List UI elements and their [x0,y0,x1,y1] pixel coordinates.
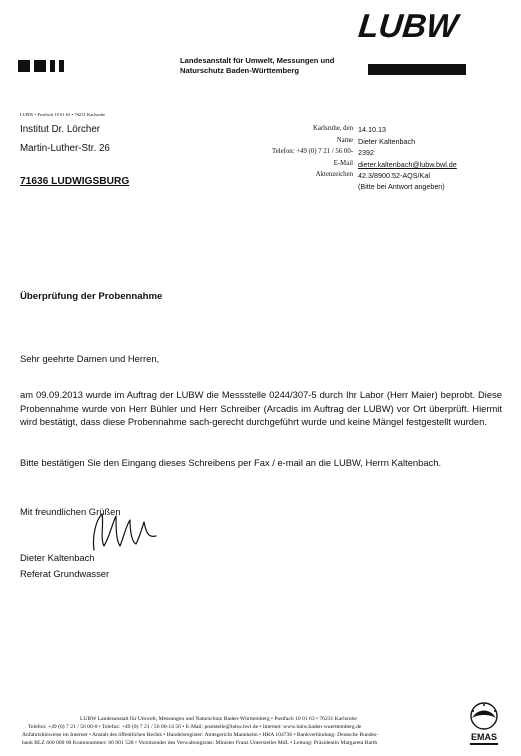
date-value: 14.10.13 [358,125,386,134]
reference-label: Aktenzeichen [315,171,353,178]
org-name-line1: Landesanstalt für Umwelt, Messungen und [180,56,335,65]
emas-logo [464,700,504,748]
recipient-city: 71636 LUDWIGSBURG [20,176,130,187]
lubw-logo [356,8,460,45]
header-bar [59,60,64,72]
recipient-line2: Martin-Luther-Str. 26 [20,143,110,154]
phone-label: Telefon: +49 (0) 7 21 / 56 00- [272,148,353,155]
emas-label: EMAS [470,732,498,742]
org-name-line2: Naturschutz Baden-Württemberg [180,66,299,75]
letter-subject: Überprüfung der Probennahme [20,291,163,302]
footer-line3: Anfahrtshinweise im Internet • Anstalt des öffentlichen Rechts • Handelsregister: Amtsgericht Mannheim • HRA 104736 • Bankverbindung: Deutsche Bundes- [22,732,379,738]
footer-line1: LUBW Landesanstalt für Umwelt, Messungen und Naturschutz Baden-Württemberg • Postfach 10 01 63 • 76231 Karlsruhe [80,716,357,722]
email-label: E-Mail [333,160,353,167]
footer-line4: bank BLZ 660 000 00 Kontonummer: 66 001 528 • Vorsitzender des Verwaltungsrats: Minister Franz Untersteller MdL • Leitung: Präsidentin Margareta Barth [22,740,378,746]
redaction-bar [368,64,466,75]
signer-department: Referat Grundwasser [20,568,110,579]
header-bar [34,60,46,72]
header-bar [18,60,30,72]
footer-line2: Telefon: +49 (0) 7 21 / 56 00-0 • Telefax: +49 (0) 7 21 / 56 00-14 56 • E-Mail: poststelle@lubw.bwl.de • Internet: www.lubw.baden-wuerttemberg.de [28,724,362,730]
paragraph-1: am 09.09.2013 wurde im Auftrag der LUBW die Messstelle 0244/307-5 durch Ihr Labor (Herr Maier) beprobt. Diese Probennahme wurde von Herr Bühler und Herr Schreiber (Arcadis im Auftrag der LUBW) vor Ort überprüft. Hiermit wird bestätigt, dass diese Probennahme sach-gerecht durchgeführt wurde und keine Mängel festgestellt wurden. [20,389,502,428]
name-value: Dieter Kaltenbach [358,137,416,146]
closing: Mit freundlichen Grüßen [20,506,121,517]
salutation: Sehr geehrte Damen und Herren, [20,353,160,364]
reference-note: (Bitte bei Antwort angeben) [358,182,445,191]
signer-name: Dieter Kaltenbach [20,552,95,563]
paragraph-2: Bitte bestätigen Sie den Eingang dieses Schreibens per Fax / e-mail an die LUBW, Herrn Kaltenbach. [20,457,442,468]
logo-text: LUBW [356,8,460,45]
reference-value: 42.3/8900.52-AQS/Kal [358,171,430,180]
header-bar [50,60,55,72]
email-value: dieter.kaltenbach@lubw.bwl.de [358,160,457,169]
name-label: Name [336,137,353,144]
phone-value: 2392 [358,148,374,157]
date-label: Karlsruhe, den [312,125,353,132]
handwritten-signature [86,506,160,554]
recipient-line1: Institut Dr. Lörcher [20,124,101,135]
sender-return-line: LUBW • Postfach 10 01 63 • 76231 Karlsruhe [20,112,106,117]
